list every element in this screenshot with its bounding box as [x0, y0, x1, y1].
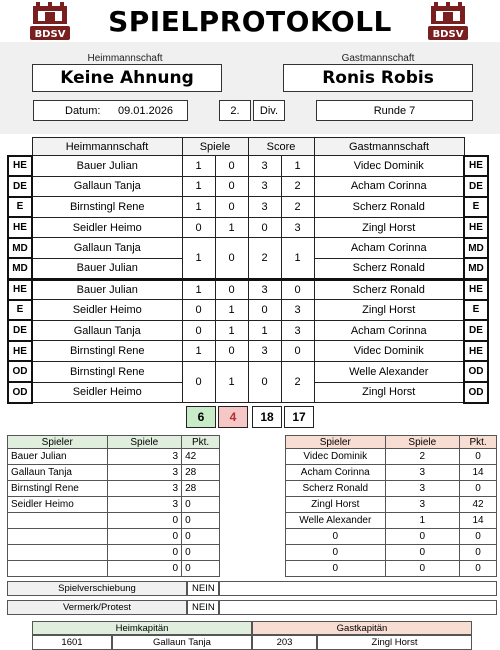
guest-stats-row [286, 465, 497, 481]
result-sp-h[interactable]: 0 [182, 300, 215, 321]
result-sp-h[interactable]: 0 [182, 217, 215, 238]
home-player[interactable]: Seidler Heimo [32, 217, 182, 238]
guest-team-label: Gastmannschaft [341, 52, 415, 64]
stat-pts: 0 [182, 545, 220, 561]
home-stats-row [8, 465, 220, 481]
home-player[interactable]: Seidler Heimo [32, 300, 182, 321]
stat-name [8, 545, 108, 561]
home-stats-row [8, 481, 220, 497]
result-sp-g[interactable]: 1 [215, 320, 248, 341]
result-sc-h[interactable]: 0 [248, 300, 281, 321]
home-team-name[interactable]: Keine Ahnung [32, 64, 222, 92]
guest-player[interactable]: Zingl Horst [314, 382, 464, 403]
result-sc-h[interactable]: 0 [248, 361, 281, 402]
match-row [8, 341, 488, 362]
stat-pts: 14 [460, 513, 497, 529]
stat-name: Scherz Ronald [286, 481, 386, 497]
home-player[interactable]: Birnstingl Rene [32, 361, 182, 382]
stat-name: 0 [286, 561, 386, 577]
stat-games: 2 [385, 449, 460, 465]
stat-pts: 0 [460, 449, 497, 465]
match-row [8, 156, 488, 177]
home-stats-row [8, 513, 220, 529]
stat-pts: 0 [460, 529, 497, 545]
total-score-guest: 17 [284, 406, 314, 428]
game-type-right: HE [464, 279, 488, 300]
game-type-right: OD [464, 361, 488, 382]
guest-team-name[interactable]: Ronis Robis [283, 64, 473, 92]
stat-games: 3 [107, 497, 182, 513]
stat-name [8, 529, 108, 545]
guest-player[interactable]: Acham Corinna [314, 320, 464, 341]
page-title: SPIELPROTOKOLL [108, 4, 392, 38]
guest-captain-name[interactable]: Zingl Horst [317, 635, 472, 650]
guest-stats-row [286, 513, 497, 529]
match-row [8, 300, 488, 321]
guest-player[interactable]: Zingl Horst [314, 300, 464, 321]
stat-name: Zingl Horst [286, 497, 386, 513]
game-type-left: DE [8, 176, 32, 197]
stat-games: 0 [107, 529, 182, 545]
bdsv-logo-left [30, 2, 70, 45]
home-player[interactable]: Gallaun Tanja [32, 176, 182, 197]
home-player[interactable]: Gallaun Tanja [32, 238, 182, 259]
guest-player[interactable]: Scherz Ronald [314, 279, 464, 300]
result-sp-g[interactable]: 0 [215, 238, 248, 279]
game-type-left: HE [8, 156, 32, 177]
stat-pts: 0 [182, 513, 220, 529]
game-type-left: OD [8, 382, 32, 403]
stat-pts: 0 [182, 529, 220, 545]
guest-player[interactable]: Scherz Ronald [314, 197, 464, 218]
result-sc-h[interactable]: 3 [248, 197, 281, 218]
total-score-home: 18 [252, 406, 282, 428]
match-row [8, 217, 488, 238]
guest-captain-number[interactable]: 203 [252, 635, 317, 650]
game-type-left: E [8, 300, 32, 321]
guest-stats-row [286, 529, 497, 545]
col-games: Spiele [182, 138, 248, 156]
result-sp-h[interactable]: 1 [182, 341, 215, 362]
date-label: Datum: [65, 105, 101, 117]
division-label: Div. [253, 100, 285, 121]
home-stats-row [8, 529, 220, 545]
home-stats-games-header: Spiele [107, 436, 182, 449]
stat-pts: 28 [182, 481, 220, 497]
result-sc-g[interactable]: 1 [281, 238, 314, 279]
home-stats-row [8, 545, 220, 561]
game-type-left: MD [8, 238, 32, 259]
game-type-right: HE [464, 217, 488, 238]
home-player[interactable]: Seidler Heimo [32, 382, 182, 403]
result-sp-g[interactable]: 1 [215, 217, 248, 238]
stat-name: Seidler Heimo [8, 497, 108, 513]
postpone-value[interactable]: NEIN [187, 581, 219, 596]
result-sc-h[interactable]: 3 [248, 156, 281, 177]
result-sc-g[interactable]: 3 [281, 300, 314, 321]
round-field[interactable]: Runde 7 [316, 100, 473, 121]
stat-pts: 0 [460, 561, 497, 577]
stat-pts: 42 [182, 449, 220, 465]
home-player[interactable]: Bauer Julian [32, 279, 182, 300]
home-stats-row [8, 449, 220, 465]
stat-pts: 0 [182, 497, 220, 513]
guest-stats-games-header: Spiele [385, 436, 460, 449]
home-player[interactable]: Bauer Julian [32, 258, 182, 279]
guest-stats-player-header: Spieler [286, 436, 386, 449]
guest-player[interactable]: Zingl Horst [314, 217, 464, 238]
stat-games: 0 [107, 513, 182, 529]
result-sc-h[interactable]: 3 [248, 279, 281, 300]
game-type-right: OD [464, 382, 488, 403]
game-type-right: E [464, 197, 488, 218]
result-sp-g[interactable]: 0 [215, 176, 248, 197]
guest-player[interactable]: Videc Dominik [314, 156, 464, 177]
guest-player[interactable]: Acham Corinna [314, 238, 464, 259]
game-type-left: DE [8, 320, 32, 341]
stat-pts: 0 [182, 561, 220, 577]
stat-name: Bauer Julian [8, 449, 108, 465]
stat-games: 0 [107, 561, 182, 577]
col-score: Score [248, 138, 314, 156]
result-sc-h[interactable]: 3 [248, 341, 281, 362]
game-type-right: DE [464, 176, 488, 197]
game-type-left: MD [8, 258, 32, 279]
guest-stats-row [286, 481, 497, 497]
match-row [8, 197, 488, 218]
guest-stats-row [286, 561, 497, 577]
stat-games: 3 [107, 481, 182, 497]
guest-stats-table [285, 435, 497, 577]
division-number[interactable]: 2. [219, 100, 251, 121]
total-games-guest: 4 [218, 406, 248, 428]
guest-stats-row [286, 449, 497, 465]
result-sp-h[interactable]: 1 [182, 279, 215, 300]
guest-player[interactable]: Acham Corinna [314, 176, 464, 197]
result-sp-h[interactable]: 1 [182, 238, 215, 279]
stat-games: 3 [385, 497, 460, 513]
result-sp-g[interactable]: 0 [215, 197, 248, 218]
result-sp-h[interactable]: 1 [182, 197, 215, 218]
result-sp-g[interactable]: 1 [215, 361, 248, 402]
home-stats-row [8, 561, 220, 577]
stat-pts: 14 [460, 465, 497, 481]
stat-name: Acham Corinna [286, 465, 386, 481]
match-row [8, 361, 488, 382]
stat-games: 3 [107, 465, 182, 481]
stat-pts: 0 [460, 481, 497, 497]
result-sc-g[interactable]: 2 [281, 176, 314, 197]
guest-stats-row [286, 497, 497, 513]
result-sp-h[interactable]: 0 [182, 361, 215, 402]
home-stats-row [8, 497, 220, 513]
result-sc-h[interactable]: 0 [248, 217, 281, 238]
date-field[interactable] [33, 100, 188, 121]
game-type-right: HE [464, 156, 488, 177]
home-team-label: Heimmannschaft [87, 52, 163, 64]
home-player[interactable]: Gallaun Tanja [32, 320, 182, 341]
stat-name: Gallaun Tanja [8, 465, 108, 481]
svg-text:BDSV: BDSV [34, 29, 66, 40]
stat-pts: 28 [182, 465, 220, 481]
stat-name [8, 561, 108, 577]
home-captain-name[interactable]: Gallaun Tanja [112, 635, 252, 650]
stat-name: Videc Dominik [286, 449, 386, 465]
stat-name: 0 [286, 529, 386, 545]
col-guest: Gastmannschaft [314, 138, 464, 156]
result-sc-h[interactable]: 3 [248, 176, 281, 197]
stat-games: 3 [385, 481, 460, 497]
remark-value[interactable]: NEIN [187, 600, 219, 615]
match-row [8, 176, 488, 197]
result-sc-g[interactable]: 2 [281, 197, 314, 218]
result-sc-g[interactable]: 2 [281, 361, 314, 402]
home-captain-label: Heimkapitän [32, 621, 252, 635]
game-type-left: OD [8, 361, 32, 382]
stat-name: Birnstingl Rene [8, 481, 108, 497]
guest-stats-points-header: Pkt. [460, 436, 497, 449]
stat-games: 1 [385, 513, 460, 529]
result-sp-g[interactable]: 0 [215, 156, 248, 177]
result-sp-g[interactable]: 0 [215, 279, 248, 300]
stat-games: 3 [107, 449, 182, 465]
result-sp-g[interactable]: 1 [215, 300, 248, 321]
date-value: 09.01.2026 [118, 105, 174, 117]
game-type-right: DE [464, 320, 488, 341]
remark-label: Vermerk/Protest [7, 600, 187, 615]
game-type-left: E [8, 197, 32, 218]
stat-games: 0 [107, 545, 182, 561]
game-type-right: MD [464, 238, 488, 259]
match-table [7, 137, 489, 404]
home-player[interactable]: Bauer Julian [32, 156, 182, 177]
stat-name: Welle Alexander [286, 513, 386, 529]
guest-player[interactable]: Scherz Ronald [314, 258, 464, 279]
postpone-notes[interactable] [219, 581, 497, 596]
result-sp-h[interactable]: 0 [182, 320, 215, 341]
game-type-left: HE [8, 279, 32, 300]
result-sc-g[interactable]: 0 [281, 279, 314, 300]
result-sc-h[interactable]: 2 [248, 238, 281, 279]
result-sc-g[interactable]: 3 [281, 217, 314, 238]
col-home: Heimmannschaft [32, 138, 182, 156]
guest-stats-row [286, 545, 497, 561]
stat-name: 0 [286, 545, 386, 561]
stat-name [8, 513, 108, 529]
bdsv-logo-right [428, 2, 468, 45]
home-player[interactable]: Birnstingl Rene [32, 341, 182, 362]
guest-player[interactable]: Welle Alexander [314, 361, 464, 382]
stat-pts: 42 [460, 497, 497, 513]
result-sp-h[interactable]: 1 [182, 176, 215, 197]
guest-player[interactable]: Videc Dominik [314, 341, 464, 362]
result-sc-g[interactable]: 1 [281, 156, 314, 177]
stat-games: 3 [385, 465, 460, 481]
result-sp-g[interactable]: 0 [215, 341, 248, 362]
stat-games: 0 [385, 529, 460, 545]
home-stats-table [7, 435, 220, 577]
home-player[interactable]: Birnstingl Rene [32, 197, 182, 218]
postpone-label: Spielverschiebung [7, 581, 187, 596]
home-stats-points-header: Pkt. [182, 436, 220, 449]
guest-captain-label: Gastkapitän [252, 621, 472, 635]
match-row [8, 279, 488, 300]
game-type-left: HE [8, 217, 32, 238]
result-sc-g[interactable]: 3 [281, 320, 314, 341]
game-type-left: HE [8, 341, 32, 362]
stat-games: 0 [385, 545, 460, 561]
remark-notes[interactable] [219, 600, 497, 615]
game-type-right: E [464, 300, 488, 321]
total-games-home: 6 [186, 406, 216, 428]
match-row [8, 320, 488, 341]
svg-text:BDSV: BDSV [432, 29, 464, 40]
home-captain-number[interactable]: 1601 [32, 635, 112, 650]
stat-pts: 0 [460, 545, 497, 561]
match-row [8, 238, 488, 259]
result-sp-h[interactable]: 1 [182, 156, 215, 177]
game-type-right: HE [464, 341, 488, 362]
game-type-right: MD [464, 258, 488, 279]
stat-games: 0 [385, 561, 460, 577]
result-sc-g[interactable]: 0 [281, 341, 314, 362]
home-stats-player-header: Spieler [8, 436, 108, 449]
result-sc-h[interactable]: 1 [248, 320, 281, 341]
